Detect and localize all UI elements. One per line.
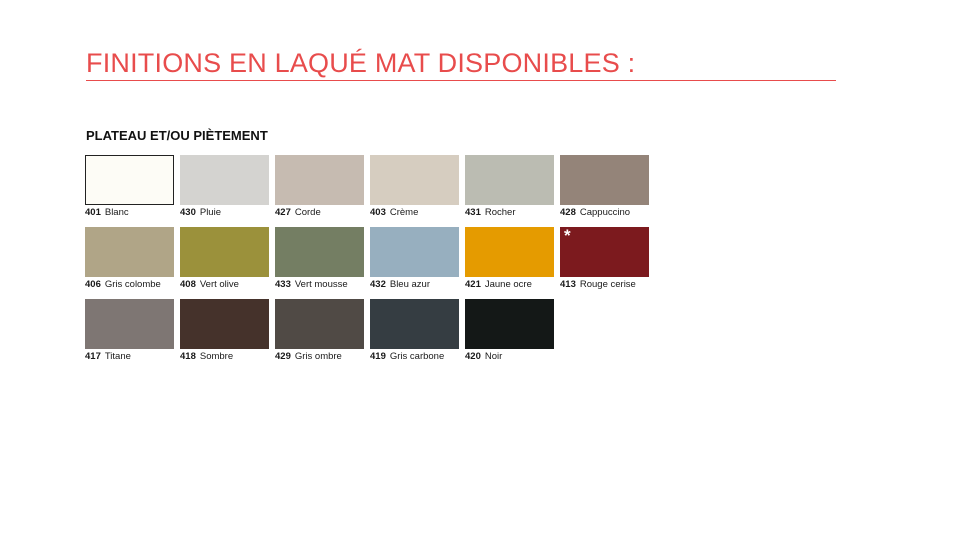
swatch-code: 429 <box>275 351 291 362</box>
color-swatch <box>465 227 554 277</box>
color-swatch <box>560 155 649 205</box>
swatch-item <box>85 299 174 371</box>
swatch-name: Corde <box>294 207 321 218</box>
swatch-caption <box>370 279 459 290</box>
color-swatch <box>370 299 459 349</box>
swatch-name: Gris colombe <box>104 279 161 290</box>
swatch-name: Noir <box>484 351 503 362</box>
swatch-code: 403 <box>370 207 386 218</box>
swatch-code: 418 <box>180 351 196 362</box>
color-swatch <box>560 227 649 277</box>
swatch-item <box>275 299 364 371</box>
swatch-caption <box>465 351 554 362</box>
swatch-name: Titane <box>104 351 131 362</box>
swatch-item <box>85 227 174 299</box>
color-swatch <box>465 155 554 205</box>
swatch-code: 401 <box>85 207 101 218</box>
swatch-code: 413 <box>560 279 576 290</box>
swatch-code: 417 <box>85 351 101 362</box>
swatch-item <box>180 155 269 227</box>
swatch-name: Vert olive <box>199 279 239 290</box>
swatch-name: Gris carbone <box>389 351 445 362</box>
swatch-item <box>560 155 649 227</box>
swatch-name: Crème <box>389 207 419 218</box>
swatch-code: 406 <box>85 279 101 290</box>
swatch-code: 427 <box>275 207 291 218</box>
color-swatch <box>85 155 174 205</box>
swatch-name: Blanc <box>104 207 129 218</box>
swatch-item <box>370 299 459 371</box>
asterisk-marker: * <box>564 226 571 245</box>
swatch-item <box>370 227 459 299</box>
swatch-item <box>180 299 269 371</box>
page-title: FINITIONS EN LAQUÉ MAT DISPONIBLES : <box>86 48 636 78</box>
color-swatch <box>180 227 269 277</box>
swatch-caption <box>180 351 269 362</box>
swatch-code: 433 <box>275 279 291 290</box>
color-swatch <box>275 227 364 277</box>
color-swatch <box>275 155 364 205</box>
color-swatch <box>370 155 459 205</box>
swatch-name: Bleu azur <box>389 279 430 290</box>
swatch-caption <box>275 279 364 290</box>
section-heading: PLATEAU ET/OU PIÈTEMENT <box>86 128 268 143</box>
color-swatch <box>275 299 364 349</box>
swatch-code: 420 <box>465 351 481 362</box>
swatch-code: 419 <box>370 351 386 362</box>
title-underline <box>86 80 836 81</box>
swatch-name: Rocher <box>484 207 516 218</box>
swatch-caption <box>85 207 174 218</box>
swatch-name: Vert mousse <box>294 279 348 290</box>
color-swatch <box>465 299 554 349</box>
swatch-item <box>465 227 554 299</box>
color-swatch <box>180 299 269 349</box>
swatch-caption <box>180 207 269 218</box>
swatch-item <box>465 299 554 371</box>
swatch-caption <box>465 207 554 218</box>
swatch-item <box>180 227 269 299</box>
color-swatch <box>85 227 174 277</box>
swatch-caption <box>370 207 459 218</box>
swatch-code: 431 <box>465 207 481 218</box>
swatch-code: 432 <box>370 279 386 290</box>
swatch-item <box>560 227 649 299</box>
swatch-name: Rouge cerise <box>579 279 636 290</box>
swatch-name: Pluie <box>199 207 221 218</box>
color-swatch <box>85 299 174 349</box>
swatch-caption <box>370 351 459 362</box>
swatch-caption <box>560 279 649 290</box>
swatch-name: Cappuccino <box>579 207 631 218</box>
swatch-name: Jaune ocre <box>484 279 532 290</box>
swatch-code: 430 <box>180 207 196 218</box>
swatch-caption <box>85 279 174 290</box>
swatch-code: 428 <box>560 207 576 218</box>
swatch-item <box>370 155 459 227</box>
swatch-caption <box>560 207 649 218</box>
swatch-caption <box>275 351 364 362</box>
swatch-caption <box>465 279 554 290</box>
swatch-code: 408 <box>180 279 196 290</box>
swatch-caption <box>180 279 269 290</box>
color-swatch <box>370 227 459 277</box>
swatch-item <box>85 155 174 227</box>
swatch-item <box>275 155 364 227</box>
swatch-caption <box>275 207 364 218</box>
swatch-name: Gris ombre <box>294 351 342 362</box>
color-swatch-grid <box>85 155 649 371</box>
swatch-item <box>275 227 364 299</box>
color-swatch <box>180 155 269 205</box>
swatch-name: Sombre <box>199 351 234 362</box>
swatch-code: 421 <box>465 279 481 290</box>
swatch-item <box>465 155 554 227</box>
swatch-caption <box>85 351 174 362</box>
